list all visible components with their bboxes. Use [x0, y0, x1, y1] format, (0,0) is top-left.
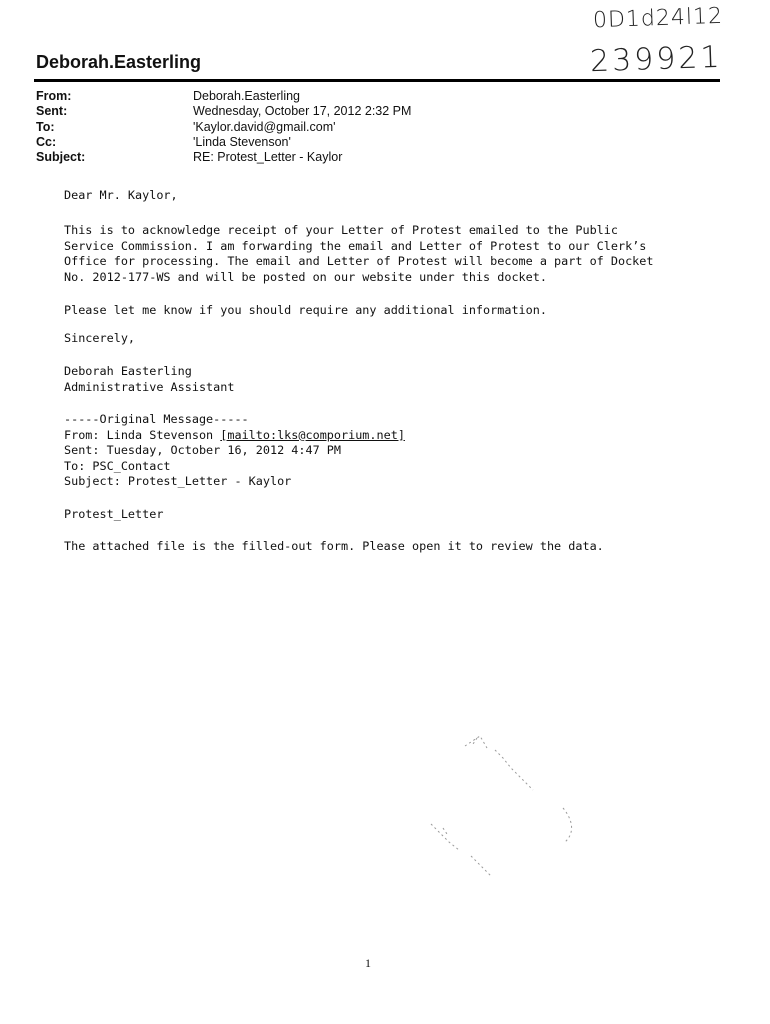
from-value: Deborah.Easterling	[193, 89, 301, 103]
closing: Sincerely,	[64, 331, 136, 345]
paragraph-1-line-1: This is to acknowledge receipt of your Letter of Protest emailed to the Public	[64, 223, 618, 237]
faint-stamp-mark	[425, 728, 595, 898]
sent-row	[36, 104, 411, 119]
body-paragraph-1	[64, 223, 654, 285]
email-metadata	[36, 89, 411, 165]
original-from-text: From: Linda Stevenson	[64, 427, 221, 442]
page-number: 1	[365, 956, 371, 970]
from-row	[36, 89, 411, 104]
cc-row	[36, 135, 411, 150]
from-label: From:	[36, 89, 72, 103]
to-label: To:	[36, 119, 55, 134]
cc-label: Cc:	[36, 134, 57, 149]
original-subject-line: Subject: Protest_Letter - Kaylor	[64, 474, 292, 488]
greeting: Dear Mr. Kaylor,	[64, 188, 178, 202]
subject-row	[36, 150, 411, 165]
cc-value: 'Linda Stevenson'	[193, 134, 291, 149]
sender-heading: Deborah.Easterling	[36, 52, 202, 72]
handwritten-document-number: 239921	[589, 39, 724, 80]
paragraph-1-line-3: Office for processing. The email and Letter of Protest will become a part of Docket	[64, 254, 654, 268]
sent-value: Wednesday, October 17, 2012 2:32 PM	[193, 104, 412, 119]
to-row	[36, 120, 411, 135]
original-from-line	[64, 428, 405, 444]
original-sent-line: Sent: Tuesday, October 16, 2012 4:47 PM	[64, 443, 341, 457]
subject-value: RE: Protest_Letter - Kaylor	[193, 150, 343, 165]
attachment-note: The attached file is the filled-out form. Please open it to review the data.	[64, 539, 604, 553]
paragraph-1-line-4: No. 2012-177-WS and will be posted on our website under this docket.	[64, 269, 547, 284]
subject-label: Subject:	[36, 150, 86, 165]
paragraph-1-line-2: Service Commission. I am forwarding the email and Letter of Protest to our Clerk’s	[64, 238, 647, 253]
mailto-link[interactable]: [mailto:lks@comporium.net]	[220, 427, 405, 442]
signature-name: Deborah Easterling	[64, 364, 192, 378]
body-paragraph-2: Please let me know if you should require any additional information.	[64, 303, 547, 317]
sent-label: Sent:	[36, 104, 68, 119]
handwritten-date: 0D1d24l12	[592, 3, 724, 34]
original-message-title: Protest_Letter	[64, 507, 164, 521]
original-to-line: To: PSC_Contact	[64, 458, 171, 473]
original-message-divider: -----Original Message-----	[64, 412, 249, 426]
original-message-block	[64, 412, 405, 490]
signature-block	[64, 364, 234, 395]
to-value: 'Kaylor.david@gmail.com'	[193, 119, 336, 134]
signature-title: Administrative Assistant	[64, 379, 235, 394]
header-divider	[34, 79, 720, 82]
